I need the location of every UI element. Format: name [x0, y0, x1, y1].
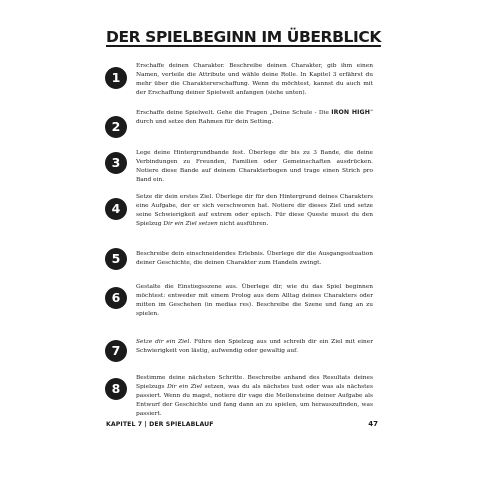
- page-footer: [106, 419, 378, 431]
- move-name: Setze dir ein Ziel: [136, 339, 190, 345]
- page-title: DER SPIELBEGINN IM ÜBERBLICK: [106, 28, 381, 46]
- step-text: [136, 193, 373, 229]
- step-text-part: Bestimme deine nächsten Schritte. Beschreibe anhand des Resultats deines Spielzugs: [136, 375, 373, 390]
- running-footer: [106, 421, 214, 428]
- step-text-part: Erschaffe deine Spielwelt. Gehe die Fragen „Deine Schule - Die: [136, 110, 332, 116]
- step-number-badge: 3: [105, 152, 127, 174]
- brand-name: IRON HIGH: [331, 109, 371, 116]
- step-text-part: nicht ausführen.: [217, 220, 269, 227]
- step-text: Beschreibe dein einschneidendes Erlebnis. Überlege dir die Ausgangssituation deiner Geschichte, die deinen Charakter zum Handeln zwingt.: [136, 251, 373, 266]
- footer-separator: |: [144, 421, 147, 428]
- step-text: [136, 109, 373, 127]
- step-text: Erschaffe deinen Charakter. Beschreibe deinen Charakter, gib ihm einen Namen, verteile die Attribute und wähle deine Rolle. In Kapitel 3 erfährst du mehr über die Charaktererschaffung. Wenn du möchtest, kannst du auch mit der Erschaffung deiner Spielwelt anfangen (siehe unten).: [136, 63, 373, 96]
- step-text: Gestalte die Einstiegsszene aus. Überlege dir, wie du das Spiel beginnen möchtest: entweder mit einem Prolog aus dem Alltag deines Charakters oder mitten im Geschehen (in medias res). Beschreibe die Szene und fang an zu spielen.: [136, 284, 373, 317]
- step-number-badge: 8: [105, 378, 127, 400]
- chapter-label: KAPITEL 7: [106, 421, 143, 428]
- move-name: Dir ein Ziel setzen: [163, 220, 218, 227]
- step-number-badge: 5: [105, 248, 127, 270]
- section-label: DER SPIELABLAUF: [149, 421, 214, 428]
- step-text-part: . Führe den Spielzug aus und schreib dir ein Ziel mit einer Schwierigkeit von lästig, aufwendig oder gewaltig auf.: [136, 339, 374, 354]
- step-number-badge: 4: [105, 198, 127, 220]
- step-text: [136, 338, 373, 356]
- step-text-part: setzen, was du als nächstes tust oder was als nächstes passiert. Wenn du magst, notiere dir vage die Meilensteine deiner Aufgabe als Entwurf der Geschichte und fang dann an zu spielen, um herauszufinden, was passiert.: [136, 383, 373, 417]
- step-text: [136, 374, 373, 419]
- page-number: 47: [368, 420, 378, 428]
- step-number-badge: 7: [105, 340, 127, 362]
- step-number-badge: 2: [105, 116, 127, 138]
- step-text: Lege deine Hintergrundbande fest. Überlege dir bis zu 3 Bande, die deine Verbindungen zu Freunden, Familien oder Gemeinschaften ausdrücken. Notiere diese Bande auf deinem Charakterbogen und trage einen Strich pro Band ein.: [136, 150, 373, 183]
- step-number-badge: 6: [105, 287, 127, 309]
- move-name: Dir ein Ziel: [167, 383, 202, 390]
- step-text-part: Setze dir dein erstes Ziel. Überlege dir für den Hintergrund deines Charakters eine Aufgabe, der er sich verschworen hat. Notiere dir dieses Ziel und setze seine Schwierigkeit auf extrem oder episch. Für diese Queste musst du den Spielzug: [136, 194, 373, 227]
- step-number-badge: 1: [105, 67, 127, 89]
- step-text-part: “ durch und setze den Rahmen für dein Setting.: [136, 110, 374, 125]
